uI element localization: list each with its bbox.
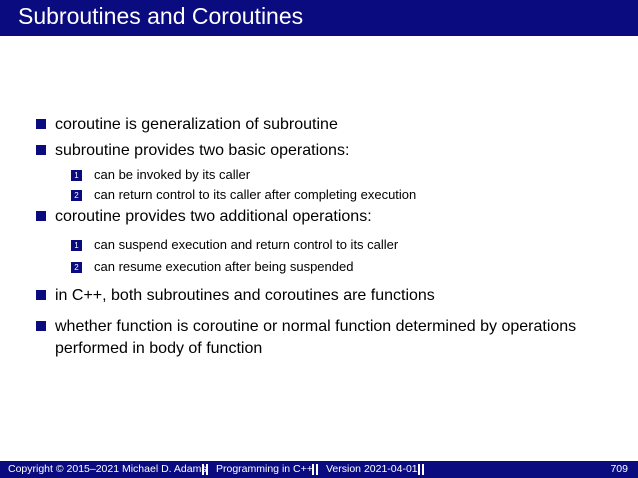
sub-item-text: can suspend execution and return control to its caller <box>94 237 399 252</box>
footer-bar <box>0 461 638 478</box>
bullet-item <box>36 140 349 162</box>
sub-item <box>71 186 416 204</box>
number-badge: 2 <box>71 262 82 273</box>
bullet-square-icon <box>36 321 46 331</box>
bullet-text: coroutine provides two additional operations: <box>55 208 372 225</box>
footer-page-number: 709 <box>610 463 628 475</box>
sub-item-text: can be invoked by its caller <box>94 167 251 182</box>
bullet-text: subroutine provides two basic operations: <box>55 142 350 159</box>
footer-version: Version 2021-04-01 <box>326 463 418 475</box>
bullet-item <box>36 316 625 360</box>
bullet-square-icon <box>36 211 46 221</box>
number-badge: 1 <box>71 240 82 251</box>
number-badge: 2 <box>71 190 82 201</box>
footer-separator <box>202 464 208 475</box>
sub-item-text: can resume execution after being suspended <box>94 259 354 274</box>
bullet-square-icon <box>36 119 46 129</box>
sub-item-text: can return control to its caller after completing execution <box>94 187 417 202</box>
bullet-text: whether function is coroutine or normal function determined by operations performed in body of function <box>55 318 577 357</box>
bullet-item <box>36 206 372 228</box>
bullet-text: in C++, both subroutines and coroutines are functions <box>55 287 435 304</box>
sub-item <box>71 258 353 276</box>
bullet-square-icon <box>36 290 46 300</box>
bullet-text: coroutine is generalization of subroutine <box>55 116 338 133</box>
sub-item <box>71 236 398 254</box>
sub-item <box>71 166 250 184</box>
slide-title: Subroutines and Coroutines <box>18 3 304 29</box>
bullet-item <box>36 114 338 136</box>
footer-separator <box>312 464 318 475</box>
number-badge: 1 <box>71 170 82 181</box>
footer-course: Programming in C++ <box>216 463 313 475</box>
bullet-item <box>36 285 435 307</box>
bullet-square-icon <box>36 145 46 155</box>
footer-copyright: Copyright © 2015–2021 Michael D. Adams <box>8 463 207 475</box>
footer-separator <box>418 464 424 475</box>
